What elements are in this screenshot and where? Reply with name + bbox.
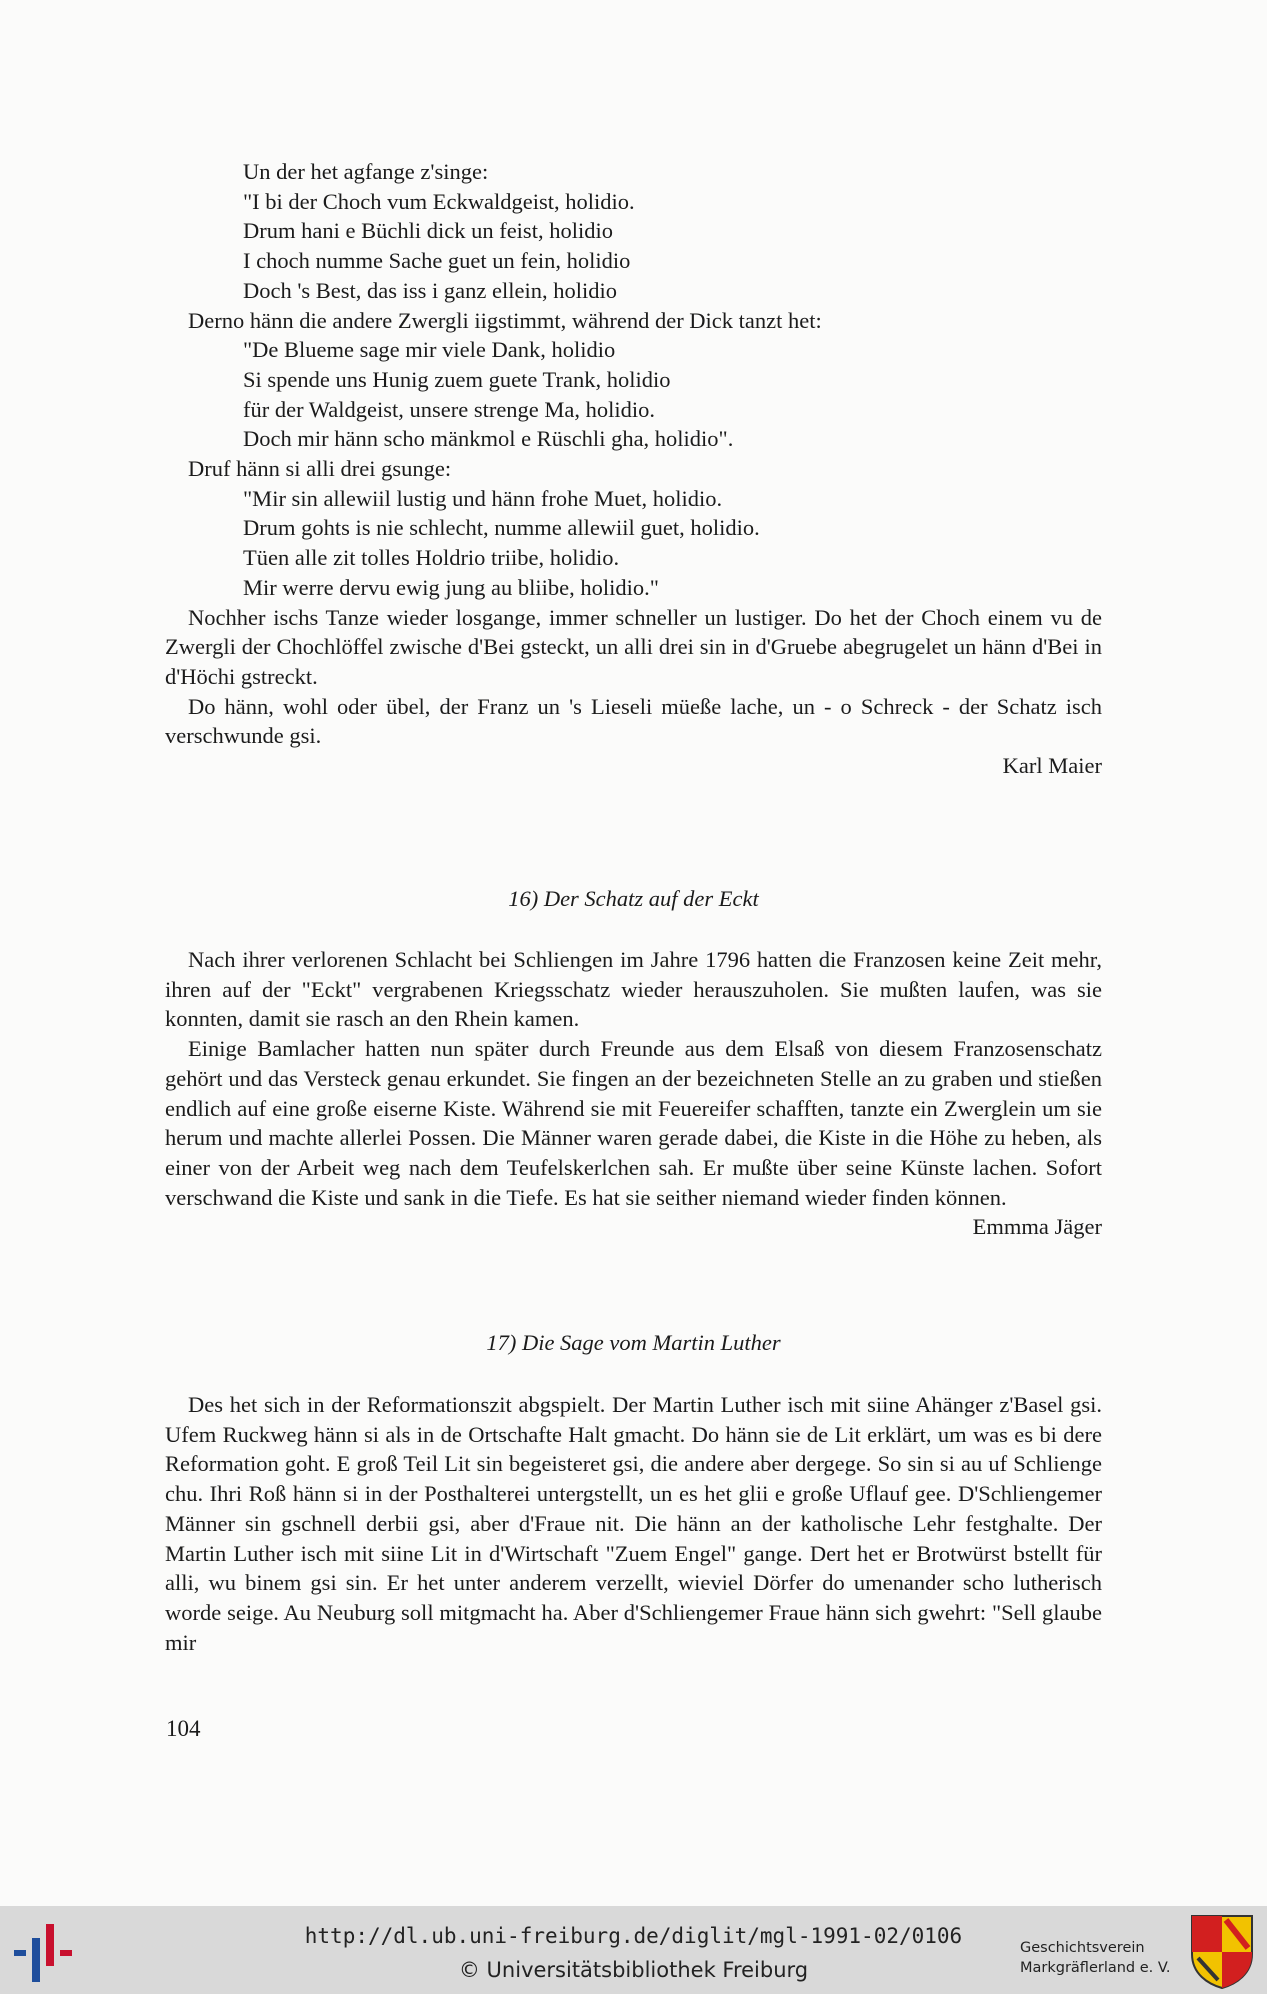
verse-line: "Mir sin allewiil lustig und hänn frohe Muet, holidio.: [243, 485, 723, 511]
paragraph: Nochher ischs Tanze wieder losgange, immer schneller un lustiger. Do het der Choch einem vu de Zwergli der Chochlöffel zwische d'Bei gsteckt, un alli drei sin in d'Gruebe abegrugelet un hänn d'Bei in d'Höchi gstreckt.: [165, 604, 1102, 689]
verse-line: Un der het agfange z'singe:: [243, 159, 489, 184]
verse-line: I choch numme Sache guet un fein, holidio: [243, 248, 631, 274]
verse-line: "I bi der Choch vum Eckwaldgeist, holidio.: [243, 188, 635, 214]
verse-line: Si spende uns Hunig zuem guete Trank, holidio: [243, 366, 671, 392]
section-heading-17: 17) Die Sage vom Martin Luther: [486, 1330, 781, 1355]
author-signature: Emmma Jäger: [972, 1214, 1102, 1240]
verse-line: Drum hani e Büchli dick un feist, holidio: [243, 218, 613, 244]
paragraph: Nach ihrer verlorenen Schlacht bei Schliengen im Jahre 1796 hatten die Franzosen keine Zeit mehr, ihren auf der "Eckt" vergrabenen Kriegsschatz wieder herauszuholen. Sie mußten laufen, was sie konnten, damit sie rasch an den Rhein kamen.: [165, 947, 1102, 1032]
permalink-url[interactable]: http://dl.ub.uni-freiburg.de/diglit/mgl-1991-02/0106: [304, 1924, 963, 1948]
society-name: [1020, 1938, 1171, 1978]
paragraph: Einige Bamlacher hatten nun später durch Freunde aus dem Elsaß von diesem Franzosenschatz gehört und das Versteck genau erkundet. Sie fingen an der bezeichneten Stelle an zu graben und stießen endlich auf eine große eiserne Kiste. Während sie mit Feuereifer schafften, tanzte ein Zwerglein um sie herum und machte allerlei Possen. Die Männer waren gerade dabei, die Kiste in die Höhe zu heben, als einer von der Arbeit weg nach dem Teufelskerlchen sah. Er mußte über seine Künste lachen. Sofort verschwand die Kiste und sank in die Tiefe. Es hat sie seither niemand wieder finden können.: [165, 1036, 1102, 1210]
lead-line: Derno hänn die andere Zwergli iigstimmt, während der Dick tanzt het:: [188, 307, 822, 333]
copyright-notice: © Universitätsbibliothek Freiburg: [458, 1958, 809, 1982]
society-name-line1: Geschichtsverein: [1020, 1940, 1145, 1956]
verse-line: Doch 's Best, das iss i ganz ellein, holidio: [243, 277, 618, 303]
coat-of-arms-icon: [1190, 1914, 1254, 1990]
page-number: 104: [166, 1716, 201, 1741]
verse-line: für der Waldgeist, unsere strenge Ma, holidio.: [243, 396, 656, 422]
story-16: [165, 945, 1102, 1242]
viewer-footer: [0, 1906, 1267, 1994]
verse-line: Tüen alle zit tolles Holdrio triibe, holidio.: [243, 545, 620, 571]
story-15-continuation: [165, 157, 1102, 781]
section-heading-16: 16) Der Schatz auf der Eckt: [508, 886, 759, 911]
paragraph: Do hänn, wohl oder übel, der Franz un 's Lieseli müeße lache, un - o Schreck - der Schatz isch verschwunde gsi.: [165, 693, 1102, 749]
paragraph: Des het sich in der Reformationszit abgspielt. Der Martin Luther isch mit siine Ahänger z'Basel gsi. Ufem Ruckweg hänn si als in de Ortschafte Halt gmacht. Do hänn sie de Lit erklärt, um was es bi dere Reformation goht. E groß Teil Lit sin begeisteret gsi, die andere aber dergege. So sin si au uf Schlienge chu. Ihri Roß hänn si in der Posthalterei untergstellt, un es het glii e große Uflauf gee. D'Schliengemer Männer sin gschnell derbii gsi, aber d'Fraue nit. Die hänn an der katholische Lehr festghalte. Der Martin Luther isch mit siine Lit in d'Wirtschaft "Zuem Engel" gange. Dert het er Brotwürst bstellt für alli, wu binem gsi sin. Er het unter anderem verzellt, wieviel Dörfer do umenander scho lutherisch worde seige. Au Neuburg soll mitgmacht ha. Aber d'Schliengemer Fraue hänn sich gwehrt: "Sell glaube mir: [165, 1392, 1102, 1655]
verse-line: Doch mir hänn scho mänkmol e Rüschli gha, holidio".: [243, 426, 734, 452]
verse-line: "De Blueme sage mir viele Dank, holidio: [243, 337, 616, 363]
author-signature: Karl Maier: [1002, 753, 1102, 779]
verse-line: Drum gohts is nie schlecht, numme allewiil guet, holidio.: [243, 515, 760, 541]
verse-line: Mir werre dervu ewig jung au bliibe, holidio.": [243, 574, 659, 600]
lead-line: Druf hänn si alli drei gsunge:: [188, 456, 452, 482]
story-17: [165, 1390, 1102, 1657]
society-name-line2: Markgräflerland e. V.: [1020, 1960, 1171, 1976]
